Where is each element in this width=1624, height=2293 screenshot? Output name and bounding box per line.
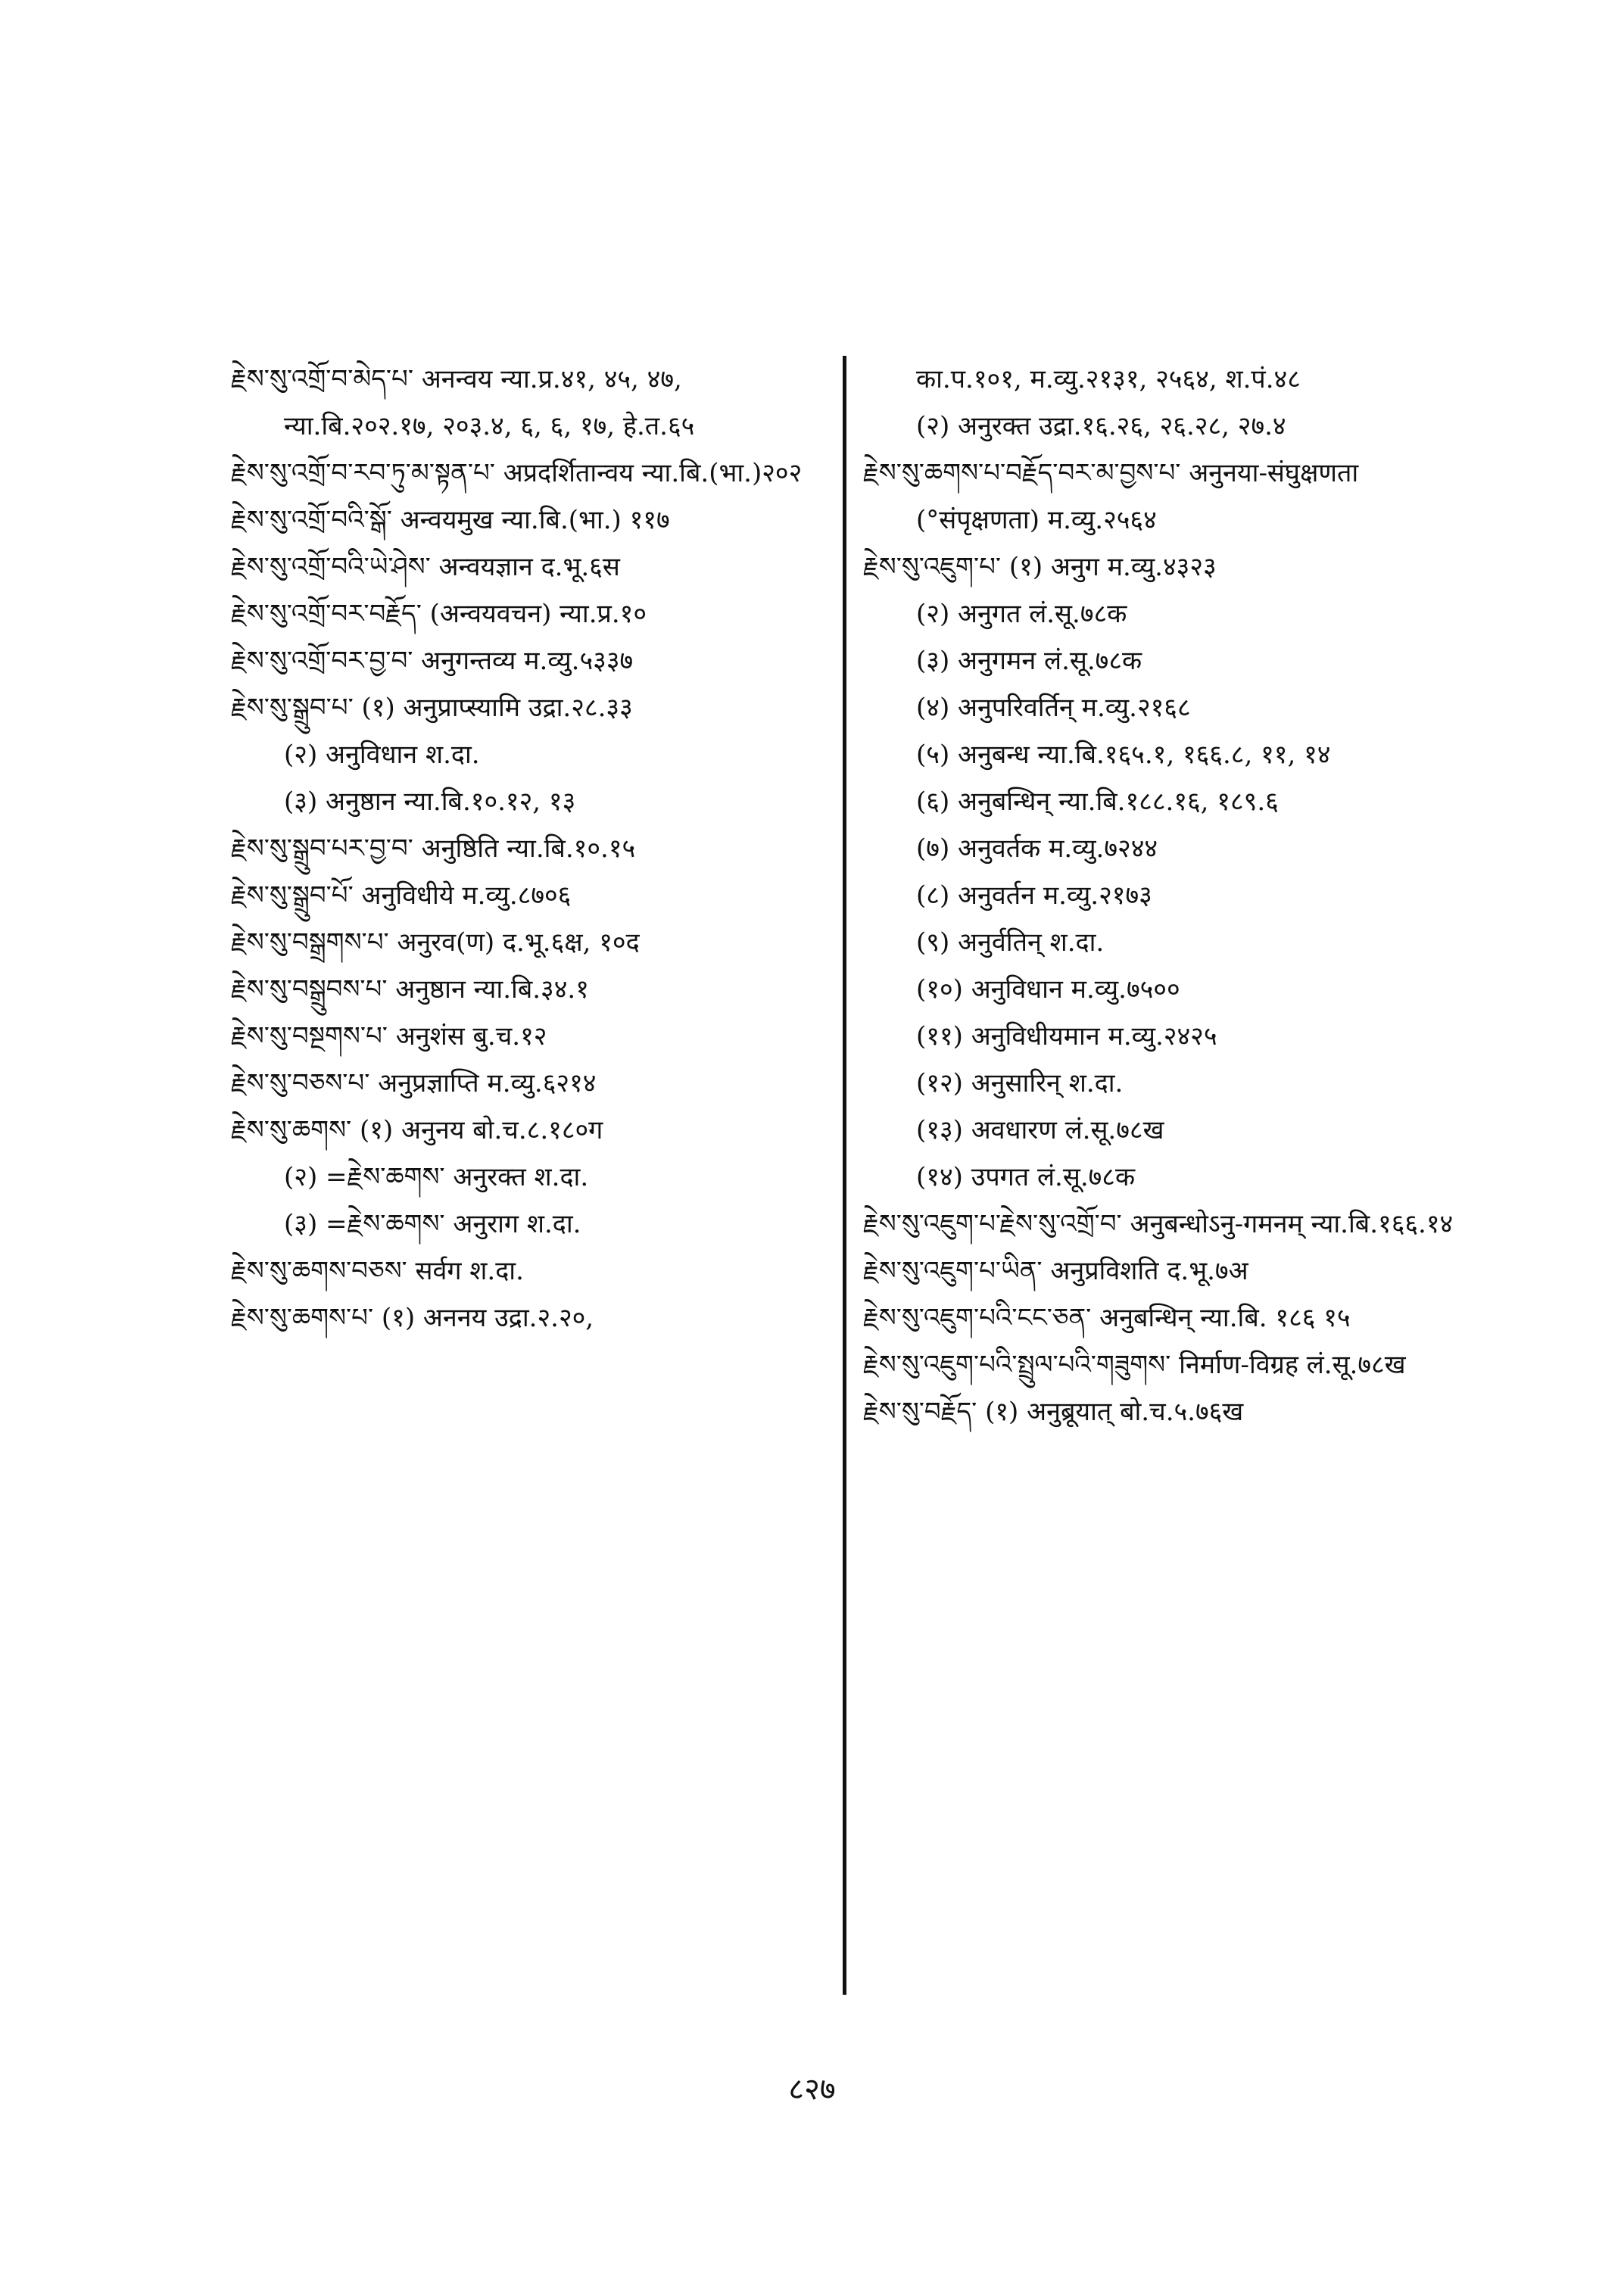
dictionary-entry: (९) अनुर्वतिन् श.दा. [916,927,1105,958]
dictionary-entry: རྗེས་སུ་བསྔགས་པ་ अनुशंस बु.च.१२ [231,1021,547,1051]
dictionary-entry: (२) अनुरक्त उद्रा.१६.२६, २६.२८, २७.४ [916,411,1286,441]
dictionary-entry: རྗེས་སུ་ཆགས་པ་ (१) अननय उद्रा.२.२०, [231,1303,594,1333]
dictionary-entry: (४) अनुपरिवर्तिन् म.व्यु.२१६८ [916,693,1191,723]
dictionary-entry: (१४) उपगत लं.सू.७८क [916,1162,1136,1192]
dictionary-entry: རྗེས་སུ་འགྲོ་བའི་ཡེ་ཤེས་ अन्वयज्ञान द.भू.६स [231,552,620,582]
dictionary-entry: (२) =རྗེས་ཆགས་ अनुरक्त श.दा. [284,1162,589,1192]
dictionary-entry: རྗེས་སུ་བསྒྲགས་པ་ अनुरव(ण) द.भू.६क्ष, १०द [231,927,640,958]
left-column [231,356,829,1341]
dictionary-entry: (३) =རྗེས་ཆགས་ अनुराग श.दा. [284,1209,581,1239]
dictionary-entry: (१०) अनुविधान म.व्यु.७५०० [916,974,1180,1005]
dictionary-entry: རྗེས་སུ་བསྒྲུབས་པ་ अनुष्ठान न्या.बि.३४.१ [231,974,589,1005]
dictionary-entry: (२) अनुगत लं.सू.७८क [916,599,1127,629]
dictionary-entry: རྗེས་སུ་སྒྲུབ་པར་བྱ་བ་ अनुष्ठिति न्या.बि.१०.१५ [231,833,636,864]
dictionary-entry: རྗེས་སུ་འགྲོ་བའི་སྒོ་ अन्वयमुख न्या.बि.(भा.) ११७ [231,505,670,535]
dictionary-entry: (६) अनुबन्धिन् न्या.बि.१८८.१६, १८९.६ [916,787,1279,817]
dictionary-entry: རྗེས་སུ་འཇུག་པ་རྗེས་སུ་འགྲོ་བ་ अनुबन्धोऽनु-गमनम् न्या.बि.१६६.१४ [863,1209,1454,1239]
right-column [863,356,1476,1435]
dictionary-entry: རྗེས་སུ་ཆགས་པ་བརྗོད་བར་མ་བྱས་པ་ अनुनया-संघुक्षणता (°संपृक्षणता) म.व्यु.२५६४ [863,458,1359,535]
dictionary-entry: རྗེས་སུ་འཇུག་པ་ཡིན་ अनुप्रविशति द.भू.७अ [863,1256,1248,1286]
dictionary-entry: རྗེས་སུ་ཆགས་བཅས་ सर्वग श.दा. [231,1256,524,1286]
dictionary-entry: (३) अनुगमन लं.सू.७८क [916,646,1142,676]
dictionary-entry: का.प.१०१, म.व्यु.२१३१, २५६४, श.पं.४८ [916,364,1301,394]
dictionary-entry: རྗེས་སུ་བཅས་པ་ अनुप्रज्ञाप्ति म.व्यु.६२१४ [231,1068,597,1098]
dictionary-entry: རྗེས་སུ་སྒྲུབ་པོ་ अनुविधीये म.व्यु.८७०६ [231,880,572,911]
dictionary-entry: རྗེས་སུ་འཇུག་པའི་སྤྲུལ་པའི་གཟུགས་ निर्माण-विग्रह लं.सू.७८ख [863,1350,1406,1380]
dictionary-entry: (१३) अवधारण लं.सू.७८ख [916,1115,1164,1145]
dictionary-entry: རྗེས་སུ་འགྲོ་བར་བྱ་བ་ अनुगन्तव्य म.व्यु.५३३७ [231,646,634,676]
dictionary-entry: རྗེས་སུ་འཇུག་པའི་ངང་ཅན་ अनुबन्धिन् न्या.बि. १८६ १५ [863,1303,1351,1333]
dictionary-entry: རྗེས་སུ་འཇུག་པ་ (१) अनुग म.व्यु.४३२३ [863,552,1217,582]
dictionary-entry: རྗེས་སུ་འགྲོ་བ་རབ་ཏུ་མ་སྟན་པ་ अप्रदर्शितान्वय न्या.बि.(भा.)२०२ [231,458,803,488]
dictionary-entry: (२) अनुविधान श.दा. [284,740,480,770]
page-number: ८२७ [788,2072,836,2107]
dictionary-entry: རྗེས་སུ་ཆགས་ (१) अनुनय बो.च.८.१८०ग [231,1115,603,1145]
dictionary-entry: (८) अनुवर्तन म.व्यु.२१७३ [916,880,1152,911]
column-divider [843,356,846,1995]
dictionary-entry: རྗེས་སུ་འགྲོ་བར་བརྗོད་ (अन्वयवचन) न्या.प्र.१० [231,599,647,629]
dictionary-entry: རྗེས་སུ་འགྲོ་བ་མེད་པ་ अनन्वय न्या.प्र.४१, ४५, ४७, न्या.बि.२०२.१७, २०३.४, ६, ६, १७, हे.त.६५ [231,364,695,441]
dictionary-entry: (५) अनुबन्ध न्या.बि.१६५.१, १६६.८, ११, १४ [916,740,1331,770]
dictionary-entry: རྗེས་སུ་བརྗོད་ (१) अनुब्रूयात् बो.च.५.७६ख [863,1397,1244,1427]
dictionary-entry: (११) अनुविधीयमान म.व्यु.२४२५ [916,1021,1217,1051]
dictionary-entry: (१२) अनुसारिन् श.दा. [916,1068,1124,1098]
dictionary-entry: (७) अनुवर्तक म.व्यु.७२४४ [916,833,1158,864]
dictionary-entry: (३) अनुष्ठान न्या.बि.१०.१२, १३ [284,787,576,817]
dictionary-entry: རྗེས་སུ་སྒྲུབ་པ་ (१) अनुप्राप्स्यामि उद्रा.२८.३३ [231,693,633,723]
